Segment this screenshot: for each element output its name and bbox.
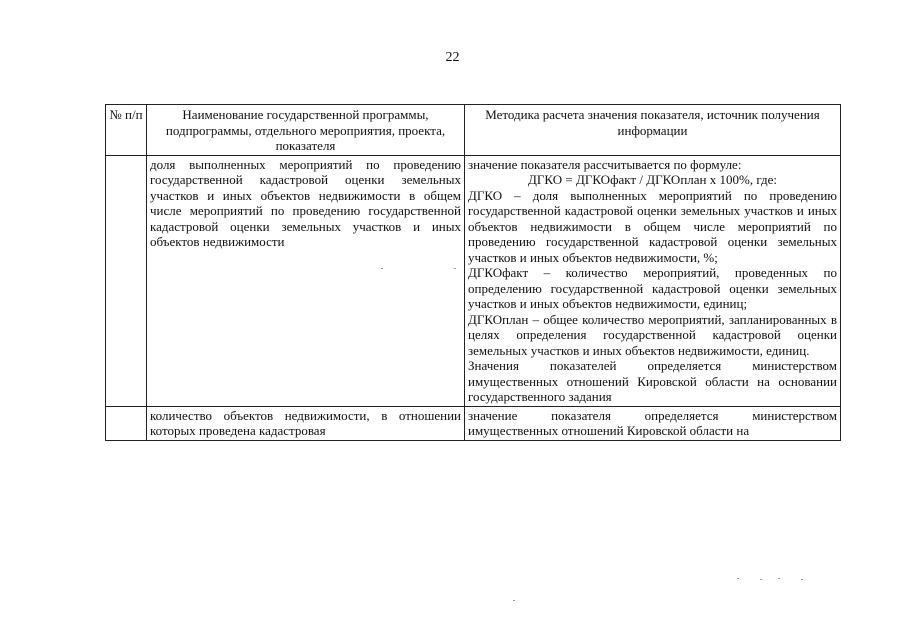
method-definition-2: ДГКОфакт – количество мероприятий, проведенных по определению государственной кадастровой оценки земельных участков и иных объектов недвижимости, единиц;	[468, 265, 837, 311]
indicator-table	[105, 104, 841, 441]
method-source: Значения показателей определяется министерством имущественных отношений Кировской области на основании государственного задания	[468, 358, 837, 404]
indicator-name: доля выполненных мероприятий по проведению государственной кадастровой оценки земельных участков и иных объектов недвижимости в общем числе мероприятий по проведению государственной кадастровой оценки земельных участков и иных объектов недвижимости	[150, 156, 461, 249]
method-intro: значение показателя рассчитывается по формуле:	[468, 156, 742, 172]
method-definition-1: ДГКО – доля выполненных мероприятий по проведению государственной кадастровой оценки земельных участков и иных объектов недвижимости в общем числе мероприятий по проведению государственной кадастровой оценки земельных участков и иных объектов недвижимости, %;	[468, 187, 837, 265]
table-row	[106, 155, 841, 406]
method-formula: ДГКО = ДГКОфакт / ДГКОплан x 100%, где:	[528, 172, 777, 187]
header-num-label: № п/п	[109, 107, 143, 122]
header-num	[106, 105, 147, 156]
row-num-cell	[106, 155, 147, 406]
table-row	[106, 406, 841, 440]
method-definition-3: ДГКОплан – общее количество мероприятий, запланированных в целях определения государственной кадастровой оценки земельных участков и иных объектов недвижимости, единиц.	[468, 311, 837, 358]
page-number: 22	[445, 50, 460, 65]
row-name-cell	[147, 155, 465, 406]
row-method-cell	[465, 155, 841, 406]
header-name-label: Наименование государственной программы, подпрограммы, отдельного мероприятия, проекта, показателя	[165, 107, 446, 153]
row-method-cell	[465, 406, 841, 440]
method-text: значение показателя определяется министерством имущественных отношений Кировской области на	[468, 407, 837, 438]
header-method	[465, 105, 841, 156]
table-header-row	[106, 105, 841, 156]
header-name	[147, 105, 465, 156]
indicator-name: количество объектов недвижимости, в отношении которых проведена кадастровая	[150, 407, 461, 438]
row-name-cell	[147, 406, 465, 440]
row-num-cell	[106, 406, 147, 440]
header-method-label: Методика расчета значения показателя, источник получения информации	[485, 107, 820, 138]
